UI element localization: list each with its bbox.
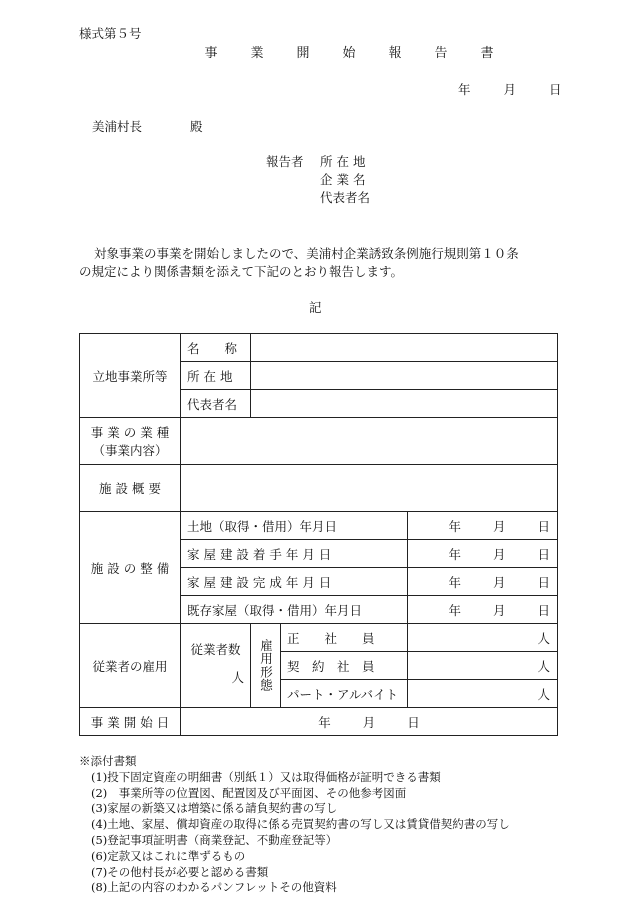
employee-count-label: 従業者数 xyxy=(190,641,241,657)
employment-type-label: 正 社 員 xyxy=(281,624,408,652)
facility-date-field[interactable]: 年 月 日 xyxy=(408,540,558,568)
addressee-honorific: 殿 xyxy=(190,119,203,134)
attachments-header: ※添付書類 xyxy=(79,754,137,768)
business-type-field[interactable] xyxy=(181,418,558,465)
employee-count-unit: 人 xyxy=(231,669,245,685)
employment-count-field[interactable]: 人 xyxy=(408,624,558,652)
attachment-item: (5)登記事項証明書（商業登記、不動産登記等） xyxy=(91,832,338,847)
start-date-field[interactable]: 年 月 日 xyxy=(181,708,558,736)
attachment-item: (4)土地、家屋、償却資産の取得に係る売買契約書の写し又は賃貸借契約書の写し xyxy=(91,817,510,832)
start-date-label: 事 業 開 始 日 xyxy=(80,708,181,736)
addressee-name: 美浦村長 xyxy=(92,119,143,134)
document-title: 事 業 開 始 報 告 書 xyxy=(204,46,494,61)
facility-maintenance-label: 施 設 の 整 備 xyxy=(80,512,181,624)
employment-count-field[interactable]: 人 xyxy=(408,680,558,708)
body-line-1: 対象事業の事業を開始しましたので、美浦村企業誘致条例施行規則第１０条 xyxy=(94,246,519,261)
report-date: 年 月 日 xyxy=(458,82,562,97)
ki-heading: 記 xyxy=(309,300,322,315)
facility-row-label: 既存家屋（取得・借用）年月日 xyxy=(181,596,408,624)
reporter-representative-label: 代表者名 xyxy=(320,190,371,205)
site-address-label: 所 在 地 xyxy=(181,362,251,390)
reporter-label: 報告者 xyxy=(266,154,304,169)
employment-header: 従業者の雇用 xyxy=(80,624,181,708)
facility-date-field[interactable]: 年 月 日 xyxy=(408,512,558,540)
site-header: 立地事業所等 xyxy=(80,334,181,418)
employment-form-label xyxy=(251,624,281,708)
facility-date-field[interactable]: 年 月 日 xyxy=(408,596,558,624)
facility-date-field[interactable]: 年 月 日 xyxy=(408,568,558,596)
site-name-field[interactable] xyxy=(251,334,558,362)
reporter-address-label: 所 在 地 xyxy=(320,154,366,169)
site-rep-field[interactable] xyxy=(251,390,558,418)
business-type-label xyxy=(80,418,181,465)
business-type-text: 事 業 の 業 種 xyxy=(90,425,170,440)
attachment-item: (7)その他村長が必要と認める書類 xyxy=(91,864,269,879)
body-line-2: の規定により関係書類を添えて下記のとおり報告します。 xyxy=(79,264,404,279)
employment-form-text: 雇用形態 xyxy=(258,639,274,692)
reporter-company-label: 企 業 名 xyxy=(320,172,366,187)
employment-type-label: パート・アルバイト xyxy=(281,680,408,708)
site-name-label: 名 称 xyxy=(181,334,251,362)
form-number: 様式第５号 xyxy=(79,26,142,41)
facility-overview-field[interactable] xyxy=(181,465,558,512)
attachment-item: (6)定款又はこれに準ずるもの xyxy=(91,848,246,863)
employment-count-field[interactable]: 人 xyxy=(408,652,558,680)
attachment-item: (1)投下固定資産の明細書（別紙１）又は取得価格が証明できる書類 xyxy=(91,769,441,784)
facility-row-label: 土地（取得・借用）年月日 xyxy=(181,512,408,540)
business-content-text: （事業内容） xyxy=(92,443,168,458)
employee-count-cell[interactable] xyxy=(181,624,251,708)
addressee xyxy=(92,117,203,135)
attachment-item: (3)家屋の新築又は増築に係る請負契約書の写し xyxy=(91,801,338,816)
attachments-section xyxy=(79,754,510,896)
facility-overview-label: 施 設 概 要 xyxy=(80,465,181,512)
site-rep-label: 代表者名 xyxy=(181,390,251,418)
employment-type-label: 契 約 社 員 xyxy=(281,652,408,680)
attachment-item: (2) 事業所等の位置図、配置図及び平面図、その他参考図面 xyxy=(91,785,407,800)
facility-row-label: 家 屋 建 設 完 成 年 月 日 xyxy=(181,568,408,596)
facility-row-label: 家 屋 建 設 着 手 年 月 日 xyxy=(181,540,408,568)
site-address-field[interactable] xyxy=(251,362,558,390)
report-table xyxy=(79,333,558,736)
attachment-item: (8)上記の内容のわかるパンフレットその他資料 xyxy=(91,880,337,895)
